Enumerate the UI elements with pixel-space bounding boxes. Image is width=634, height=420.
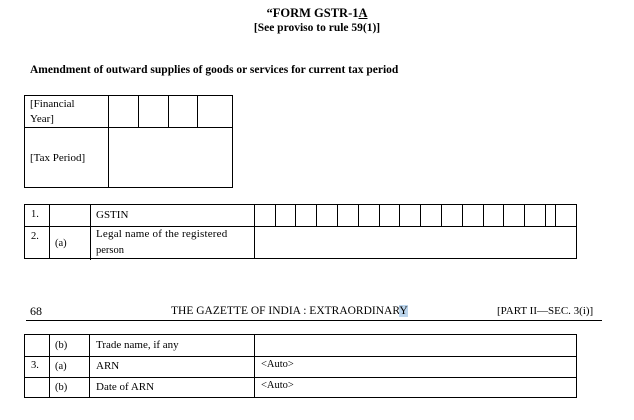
row-sub: (a) bbox=[55, 361, 67, 372]
row-number-1: 1. bbox=[31, 209, 39, 220]
row-2-sub-a: (a) bbox=[55, 238, 67, 249]
gazette-title bbox=[171, 304, 408, 319]
financial-year-label-line1: [Financial bbox=[30, 98, 75, 110]
date-of-arn-label: Date of ARN bbox=[96, 381, 155, 393]
form-title-prefix: “FORM GSTR-1 bbox=[266, 6, 359, 20]
period-table bbox=[24, 95, 233, 188]
gazette-page-number: 68 bbox=[30, 304, 42, 318]
gazette-part: [PART II—SEC. 3(i)] bbox=[497, 305, 594, 317]
row-number-2: 2. bbox=[31, 231, 39, 242]
form-title-suffix: A bbox=[358, 6, 368, 20]
trade-name-label: Trade name, if any bbox=[96, 339, 179, 351]
table-row bbox=[25, 378, 576, 398]
gstin-input-cells[interactable] bbox=[255, 205, 577, 226]
continuation-table bbox=[24, 334, 577, 398]
legal-name-label-line2: person bbox=[96, 245, 124, 256]
gstin-table bbox=[24, 204, 577, 259]
legal-name-label-line1: Legal name of the registered bbox=[96, 228, 228, 240]
tax-period-label: [Tax Period] bbox=[30, 152, 86, 164]
gazette-title-main: THE GAZETTE OF INDIA : EXTRAORDINAR bbox=[171, 305, 400, 317]
financial-year-label-line2: Year] bbox=[30, 113, 54, 125]
table-row bbox=[25, 357, 576, 377]
table-row bbox=[25, 335, 576, 356]
form-proviso: [See proviso to rule 59(1)] bbox=[253, 22, 381, 34]
financial-year-value-cell[interactable] bbox=[109, 96, 233, 127]
date-of-arn-value: <Auto> bbox=[261, 380, 294, 391]
trade-name-value-cell[interactable] bbox=[255, 335, 576, 356]
legal-name-value-cell[interactable] bbox=[255, 227, 577, 259]
row-sub: (b) bbox=[55, 340, 68, 351]
gazette-rule bbox=[26, 320, 602, 321]
arn-label: ARN bbox=[96, 360, 120, 372]
tax-period-value-cell[interactable] bbox=[109, 128, 233, 188]
gstin-label: GSTIN bbox=[96, 209, 129, 221]
gazette-title-highlight: Y bbox=[399, 305, 408, 317]
arn-value: <Auto> bbox=[261, 359, 294, 370]
section-heading: Amendment of outward supplies of goods or services for current tax period bbox=[30, 64, 399, 76]
row-sub: (b) bbox=[55, 382, 68, 393]
row-number-3: 3. bbox=[31, 360, 39, 371]
form-title bbox=[0, 6, 634, 21]
